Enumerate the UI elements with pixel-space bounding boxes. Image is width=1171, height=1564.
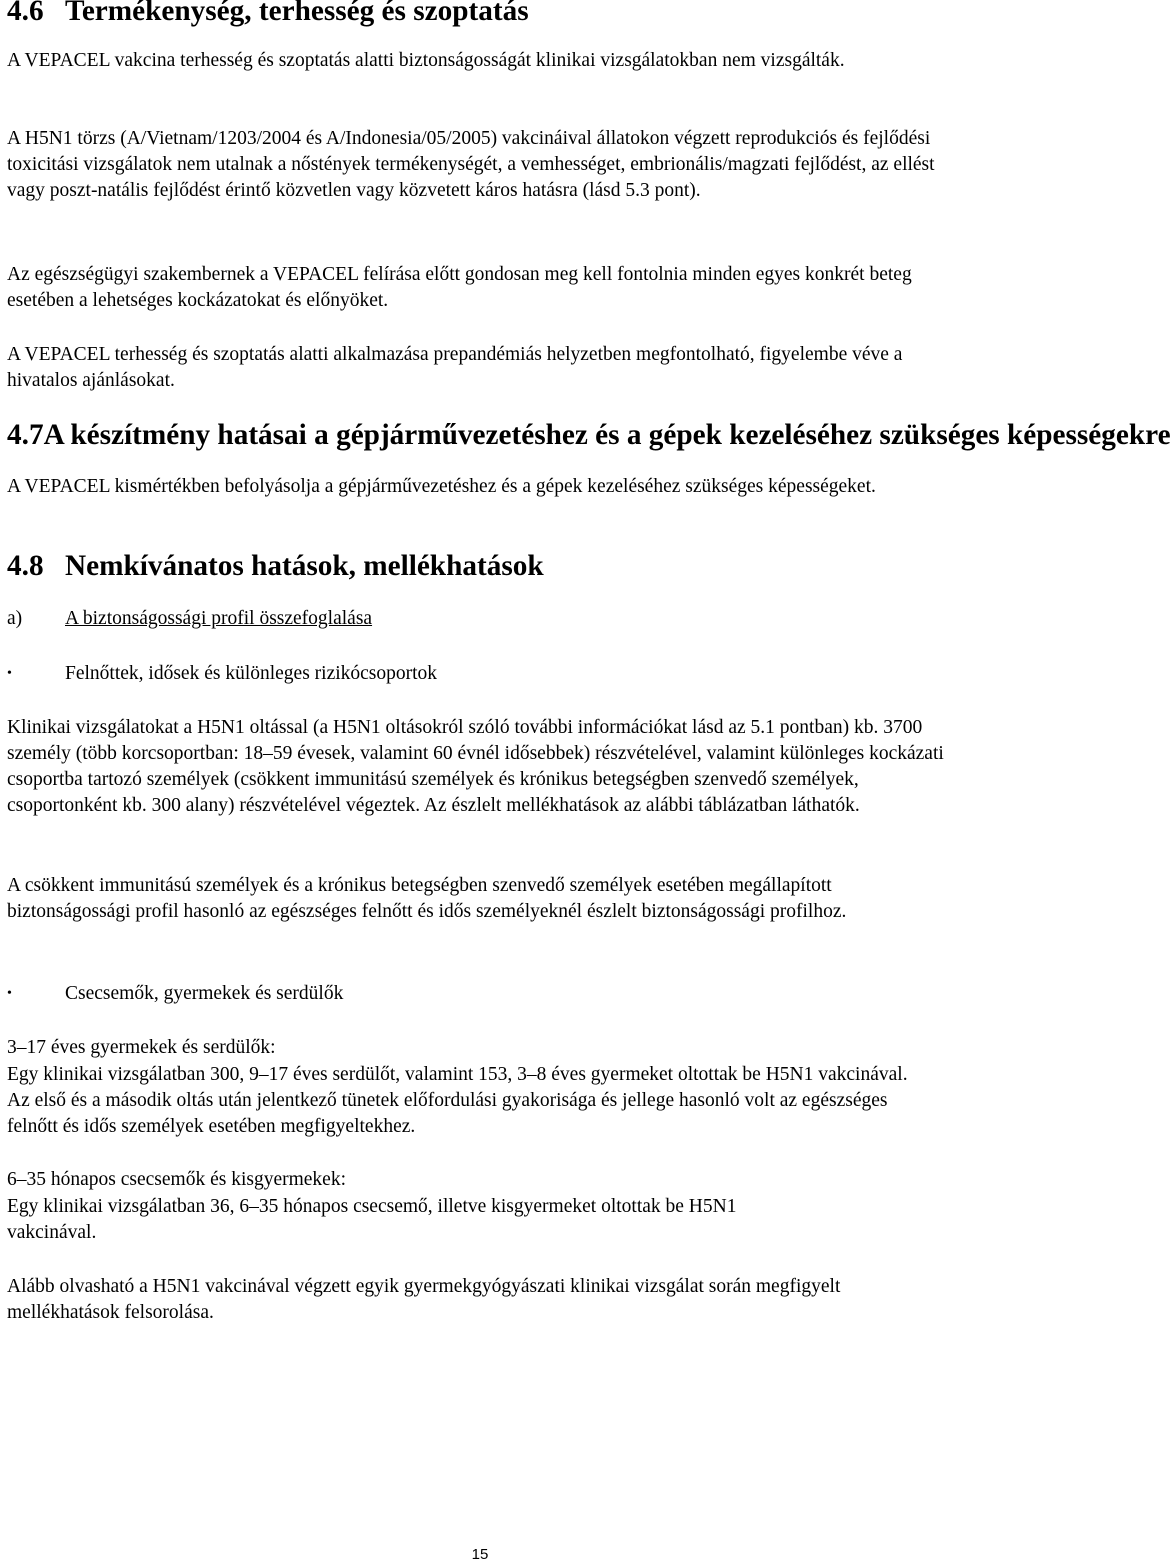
bullet-item bbox=[7, 981, 343, 1007]
section-4-8-heading bbox=[7, 550, 544, 582]
bullet-icon: • bbox=[7, 666, 12, 681]
paragraph: Klinikai vizsgálatokat a H5N1 oltással (a H5N1 oltásokról szóló további információkat lásd az 5.1 pontban) kb. 3700 személy (több korcsoportban: 18–59 évesek, valamint 60 évnél idősebbek) részvételével, valamint különleges kockázati csoportba tartozó személyek (csökkent immunitású személyek és krónikus betegségben szenvedő személyek, csoportonként kb. 300 alany) részvételével végeztek. Az észlelt mellékhatások az alábbi táblázatban láthatók. bbox=[7, 717, 944, 816]
bullet-icon: • bbox=[7, 986, 12, 1001]
paragraph: A VEPACEL vakcina terhesség és szoptatás alatti biztonságosságát klinikai vizsgálatokban nem vizsgálták. bbox=[7, 50, 845, 71]
section-4-6-heading bbox=[7, 0, 529, 27]
paragraph: Az egészségügyi szakembernek a VEPACEL felírása előtt gondosan meg kell fontolnia minden egyes konkrét beteg esetében a lehetséges kockázatokat és előnyöket. bbox=[7, 264, 912, 311]
paragraph: A H5N1 törzs (A/Vietnam/1203/2004 és A/Indonesia/05/2005) vakcináival állatokon végzett reprodukciós és fejlődési toxicitási vizsgálatok nem utalnak a nőstények termékenységét, a vemhességet, embrionális/magzati fejlődést, az ellést vagy poszt-natális fejlődést érintő közvetlen vagy közvetett káros hatásra (lásd 5.3 pont). bbox=[7, 128, 935, 201]
bullet-text: Felnőttek, idősek és különleges rizikócsoportok bbox=[65, 663, 438, 684]
section-number: 4.8 bbox=[7, 550, 44, 582]
bullet-item bbox=[7, 661, 437, 687]
block-heading: 6–35 hónapos csecsemők és kisgyermekek: bbox=[7, 1169, 347, 1190]
paragraph: Alább olvasható a H5N1 vakcinával végzett egyik gyermekgyógyászati klinikai vizsgálat során megfigyelt mellékhatások felsorolása. bbox=[7, 1276, 841, 1323]
section-number: 4.7 bbox=[7, 419, 44, 451]
section-title: Termékenység, terhesség és szoptatás bbox=[65, 0, 529, 27]
paragraph: A VEPACEL kismértékben befolyásolja a gépjárművezetéshez és a gépek kezeléséhez szükséges képességeket. bbox=[7, 476, 876, 497]
block-heading: 3–17 éves gyermekek és serdülők: bbox=[7, 1037, 276, 1058]
section-title: Nemkívánatos hatások, mellékhatások bbox=[65, 550, 544, 582]
subsection-heading bbox=[7, 606, 372, 632]
paragraph: A VEPACEL terhesség és szoptatás alatti alkalmazása prepandémiás helyzetben megfontolható, figyelembe véve a hivatalos ajánlásokat. bbox=[7, 344, 903, 391]
section-title: A készítmény hatásai a gépjárművezetéshez és a gépek kezeléséhez szükséges képességekre bbox=[43, 419, 1171, 451]
section-number: 4.6 bbox=[7, 0, 44, 27]
paragraph: Egy klinikai vizsgálatban 300, 9–17 éves serdülőt, valamint 153, 3–8 éves gyermeket oltottak be H5N1 vakcinával. Az első és a második oltás után jelentkező tünetek előfordulási gyakorisága és jellege hasonló volt az egészséges felnőtt és idős személyek esetében megfigyeltekhez. bbox=[7, 1064, 908, 1137]
subsection-marker: a) bbox=[7, 608, 23, 629]
paragraph: A csökkent immunitású személyek és a krónikus betegségben szenvedő személyek esetében megállapított biztonságossági profil hasonló az egészséges felnőtt és idős személyeknél észlelt biztonságossági profilhoz. bbox=[7, 875, 847, 922]
subsection-title: A biztonságossági profil összefoglalása bbox=[65, 608, 373, 629]
bullet-text: Csecsemők, gyermekek és serdülők bbox=[65, 983, 344, 1004]
paragraph: Egy klinikai vizsgálatban 36, 6–35 hónapos csecsemő, illetve kisgyermeket oltottak be H5N1 vakcinával. bbox=[7, 1196, 737, 1243]
section-4-7-heading bbox=[7, 419, 1171, 451]
page-number: 15 bbox=[471, 1546, 489, 1563]
